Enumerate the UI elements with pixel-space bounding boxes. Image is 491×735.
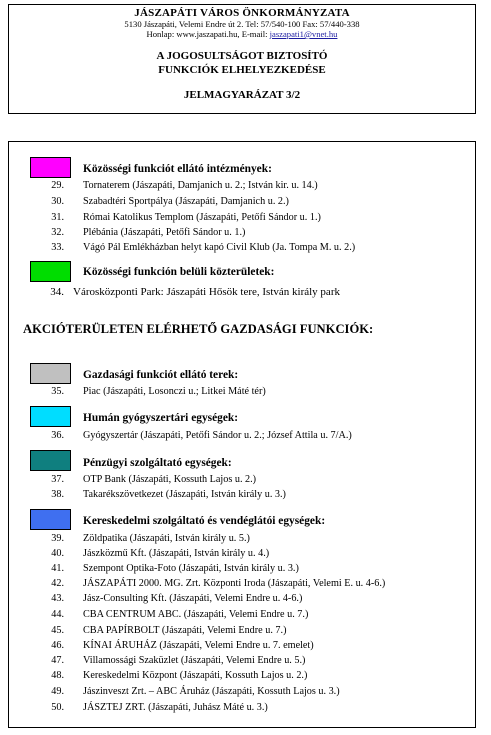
item-text: Takarékszövetkezet (Jászapáti, István király u. 3.)	[83, 489, 286, 500]
list-item	[9, 639, 469, 653]
item-text: Zöldpatika (Jászapáti, István király u. 5.)	[83, 533, 250, 544]
blue-swatch	[30, 509, 71, 530]
item-text: OTP Bank (Jászapáti, Kossuth Lajos u. 2.)	[83, 474, 257, 485]
list-item	[9, 473, 469, 487]
legend-panel	[8, 141, 476, 728]
organization-address: 5130 Jászapáti, Velemi Endre út 2. Tel: 57/540-100 Fax: 57/440-338	[124, 19, 360, 29]
list-item	[9, 195, 469, 209]
list-item	[9, 532, 469, 546]
item-text: Kereskedelmi Központ (Jászapáti, Kossuth Lajos u. 2.)	[83, 670, 308, 681]
item-number: 45.	[51, 625, 64, 636]
group-title-commerce-hospitality: Kereskedelmi szolgáltató és vendéglátói egységek:	[83, 515, 326, 527]
list-item	[9, 179, 469, 193]
item-text: Jászinveszt Zrt. – ABC Áruház (Jászapáti, Kossuth Lajos u. 3.)	[83, 686, 340, 697]
list-item	[9, 429, 469, 443]
group-title-pharmacies: Humán gyógyszertári egységek:	[83, 412, 239, 424]
list-item	[9, 547, 469, 561]
document-header	[8, 4, 476, 114]
item-number: 49.	[51, 686, 64, 697]
item-text: Gyógyszertár (Jászapáti, Petőfi Sándor u. 2.; József Attila u. 7/A.)	[83, 430, 352, 441]
item-text: Jászközmű Kft. (Jászapáti, István király u. 4.)	[83, 548, 270, 559]
item-number: 31.	[51, 212, 64, 223]
item-number: 36.	[51, 430, 64, 441]
item-number: 39.	[51, 533, 64, 544]
list-item	[9, 241, 469, 255]
item-number: 48.	[51, 670, 64, 681]
item-text: Szabadtéri Sportpálya (Jászapáti, Damjanich u. 2.)	[83, 196, 289, 207]
item-text: KÍNAI ÁRUHÁZ (Jászapáti, Velemi Endre u. 7. emelet)	[83, 640, 314, 651]
item-text: Jász-Consulting Kft. (Jászapáti, Velemi Endre u. 4-6.)	[83, 593, 303, 604]
gray-swatch	[30, 363, 71, 384]
list-item	[9, 577, 469, 591]
item-number: 50.	[51, 702, 64, 713]
item-text: Plébánia (Jászapáti, Petőfi Sándor u. 1.)	[83, 227, 246, 238]
list-item	[9, 624, 469, 638]
item-number: 40.	[51, 548, 64, 559]
section-title-economic-functions: AKCIÓTERÜLETEN ELÉRHETŐ GAZDASÁGI FUNKCIÓK:	[23, 322, 374, 336]
item-text: Római Katolikus Templom (Jászapáti, Petőfi Sándor u. 1.)	[83, 212, 321, 223]
item-number: 38.	[51, 489, 64, 500]
item-number: 43.	[51, 593, 64, 604]
item-text: Tornaterem (Jászapáti, Damjanich u. 2.; István kir. u. 14.)	[83, 180, 318, 191]
homepage-label: Honlap: www.jaszapati.hu, E-mail:	[146, 29, 268, 39]
item-text: JÁSZTEJ ZRT. (Jászapáti, Juhász Máté u. 3.)	[83, 702, 268, 713]
organization-name: JÁSZAPÁTI VÁROS ÖNKORMÁNYZATA	[134, 7, 350, 19]
list-item	[9, 385, 469, 399]
list-item	[9, 685, 469, 699]
list-item	[9, 488, 469, 502]
item-text: CBA CENTRUM ABC. (Jászapáti, Velemi Endre u. 7.)	[83, 609, 309, 620]
item-text: JÁSZAPÁTI 2000. MG. Zrt. Központi Iroda (Jászapáti, Velemi E. u. 4-6.)	[83, 578, 386, 589]
item-number: 33.	[51, 242, 64, 253]
item-number: 42.	[51, 578, 64, 589]
item-number: 29.	[51, 180, 64, 191]
group-title-financial-services: Pénzügyi szolgáltató egységek:	[83, 457, 232, 469]
list-item	[9, 608, 469, 622]
document-title	[9, 49, 475, 77]
teal-swatch	[30, 450, 71, 471]
item-number: 37.	[51, 474, 64, 485]
list-item	[9, 285, 469, 299]
item-text: Piac (Jászapáti, Losonczi u.; Litkei Máté tér)	[83, 386, 266, 397]
green-swatch	[30, 261, 71, 282]
item-text: Vágó Pál Emlékházban helyt kapó Civil Klub (Ja. Tompa M. u. 2.)	[83, 242, 356, 253]
item-number: 35.	[51, 386, 64, 397]
item-number: 44.	[51, 609, 64, 620]
magenta-swatch	[30, 157, 71, 178]
organization-contact	[9, 29, 475, 39]
item-number: 46.	[51, 640, 64, 651]
title-line-2: FUNKCIÓK ELHELYEZKEDÉSE	[158, 64, 326, 76]
item-number: 41.	[51, 563, 64, 574]
item-text: CBA PAPÍRBOLT (Jászapáti, Velemi Endre u. 7.)	[83, 625, 287, 636]
legend-subtitle: JELMAGYARÁZAT 3/2	[183, 89, 301, 101]
group-title-community-institutions: Közösségi funkciót ellátó intézmények:	[83, 163, 272, 175]
item-number: 32.	[51, 227, 64, 238]
list-item	[9, 669, 469, 683]
group-title-public-spaces: Közösségi funkción belüli közterületek:	[83, 266, 275, 278]
list-item	[9, 226, 469, 240]
cyan-swatch	[30, 406, 71, 427]
item-text: Villamossági Szaküzlet (Jászapáti, Velemi Endre u. 5.)	[83, 655, 306, 666]
list-item	[9, 562, 469, 576]
list-item	[9, 654, 469, 668]
item-number: 47.	[51, 655, 64, 666]
item-number: 30.	[51, 196, 64, 207]
item-number: 34.	[50, 286, 64, 298]
group-title-economic-spaces: Gazdasági funkciót ellátó terek:	[83, 369, 239, 381]
email-link[interactable]: jaszapati1@vnet.hu	[269, 29, 338, 39]
list-item	[9, 211, 469, 225]
list-item	[9, 592, 469, 606]
item-text: Szempont Optika-Foto (Jászapáti, István király u. 3.)	[83, 563, 299, 574]
item-text: Városközponti Park: Jászapáti Hősök tere, István király park	[73, 286, 340, 298]
title-line-1: A JOGOSULTSÁGOT BIZTOSÍTÓ	[156, 50, 328, 62]
list-item	[9, 701, 469, 715]
